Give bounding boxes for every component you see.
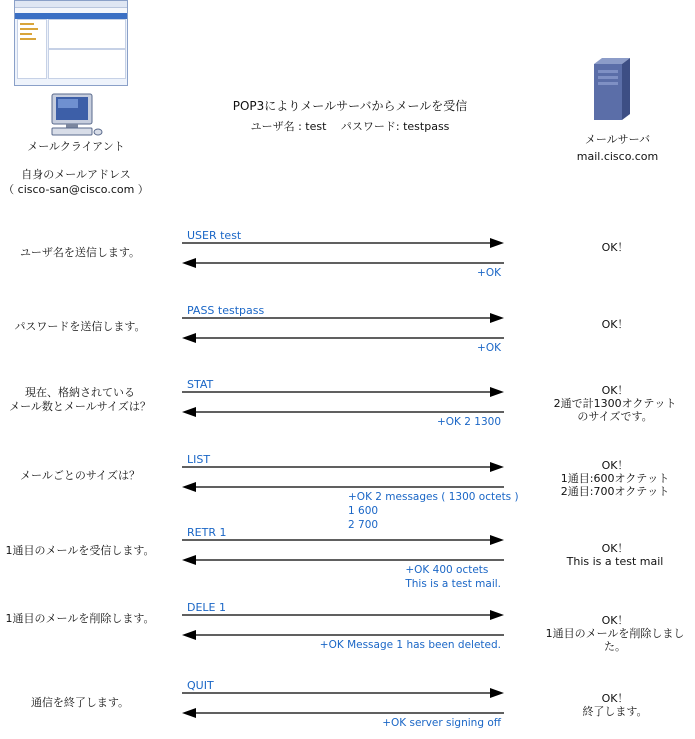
response-line: +OK 400 octets bbox=[405, 564, 489, 576]
request-arrow bbox=[180, 237, 504, 249]
server-step-line: 1通目のメールを削除しました。 bbox=[545, 627, 685, 653]
command-label: LIST bbox=[187, 453, 211, 466]
server-step-line: 1通目:600オクテット bbox=[560, 472, 670, 485]
client-step-text: 現在、格納されている メール数とメールサイズは？ bbox=[9, 386, 151, 413]
request-arrow bbox=[180, 609, 504, 621]
request-arrow bbox=[180, 687, 504, 699]
server-step-line: のサイズです。 bbox=[577, 410, 653, 423]
response-arrow bbox=[180, 332, 504, 344]
command-label: STAT bbox=[187, 378, 214, 391]
server-step-line: OK！ bbox=[601, 614, 629, 627]
client-address-label: 自身のメールアドレス bbox=[21, 168, 131, 181]
server-step-line: OK！ bbox=[601, 241, 629, 254]
server-step-line: OK！ bbox=[601, 459, 629, 472]
response-arrow bbox=[180, 257, 504, 269]
client-address: （ cisco-san@cisco.com ） bbox=[3, 183, 149, 196]
command-label: USER test bbox=[187, 229, 242, 242]
response-text bbox=[348, 490, 519, 532]
server-step-line: OK！ bbox=[601, 318, 629, 331]
server-step-text bbox=[535, 459, 695, 498]
server-step-line: OK！ bbox=[601, 542, 629, 555]
server-step-line: This is a test mail bbox=[566, 555, 664, 568]
response-text bbox=[477, 341, 501, 355]
response-line: +OK server signing off bbox=[382, 717, 501, 729]
server-step-line: 2通目:700オクテット bbox=[560, 485, 670, 498]
response-text bbox=[405, 563, 501, 591]
server-step-line: 終了します。 bbox=[582, 705, 648, 718]
mail-client-screenshot bbox=[14, 0, 128, 86]
computer-icon bbox=[48, 92, 104, 138]
server-step-text bbox=[535, 542, 695, 568]
command-label: DELE 1 bbox=[187, 601, 226, 614]
client-step-text: メールごとのサイズは？ bbox=[20, 469, 140, 482]
server-step-text bbox=[535, 384, 695, 423]
server-step-text bbox=[535, 692, 695, 718]
client-step-text: ユーザ名を送信します。 bbox=[19, 246, 141, 259]
request-arrow bbox=[180, 386, 504, 398]
command-label: QUIT bbox=[187, 679, 214, 692]
server-icon bbox=[592, 58, 632, 120]
response-line: 1 600 bbox=[348, 505, 379, 517]
response-line: +OK bbox=[477, 267, 501, 279]
response-text bbox=[477, 266, 501, 280]
request-arrow bbox=[180, 312, 504, 324]
response-text bbox=[382, 716, 501, 730]
request-arrow bbox=[180, 534, 504, 546]
response-line: +OK 2 messages ( 1300 octets ) bbox=[348, 491, 519, 503]
server-step-line: OK！ bbox=[601, 692, 629, 705]
server-step-text bbox=[535, 241, 695, 254]
response-line: +OK Message 1 has been deleted. bbox=[319, 639, 501, 651]
credentials-text: ユーザ名 : test パスワード: testpass bbox=[250, 120, 450, 133]
client-step-text: 通信を終了します。 bbox=[30, 696, 130, 709]
command-label: RETR 1 bbox=[187, 526, 227, 539]
server-host: mail.cisco.com bbox=[576, 150, 659, 163]
server-step-text bbox=[535, 614, 695, 653]
response-line: 2 700 bbox=[348, 519, 379, 531]
response-text bbox=[320, 638, 501, 652]
request-arrow bbox=[180, 461, 504, 473]
client-step-text: 1通目のメールを受信します。 bbox=[5, 544, 155, 557]
response-line: +OK 2 1300 bbox=[436, 416, 501, 428]
response-line: +OK bbox=[477, 342, 501, 354]
client-step-text: 1通目のメールを削除します。 bbox=[5, 612, 155, 625]
server-step-line: OK！ bbox=[601, 384, 629, 397]
command-label: PASS testpass bbox=[187, 304, 265, 317]
client-step-text: パスワードを送信します。 bbox=[14, 320, 146, 333]
response-line: This is a test mail. bbox=[405, 578, 501, 590]
response-text bbox=[437, 415, 501, 429]
server-step-text bbox=[535, 318, 695, 331]
server-step-line: 2通で計1300オクテット bbox=[553, 397, 677, 410]
server-label: メールサーバ bbox=[584, 133, 651, 146]
client-label: メールクライアント bbox=[27, 140, 125, 153]
diagram-title: POP3によりメールサーバからメールを受信 bbox=[232, 99, 468, 113]
